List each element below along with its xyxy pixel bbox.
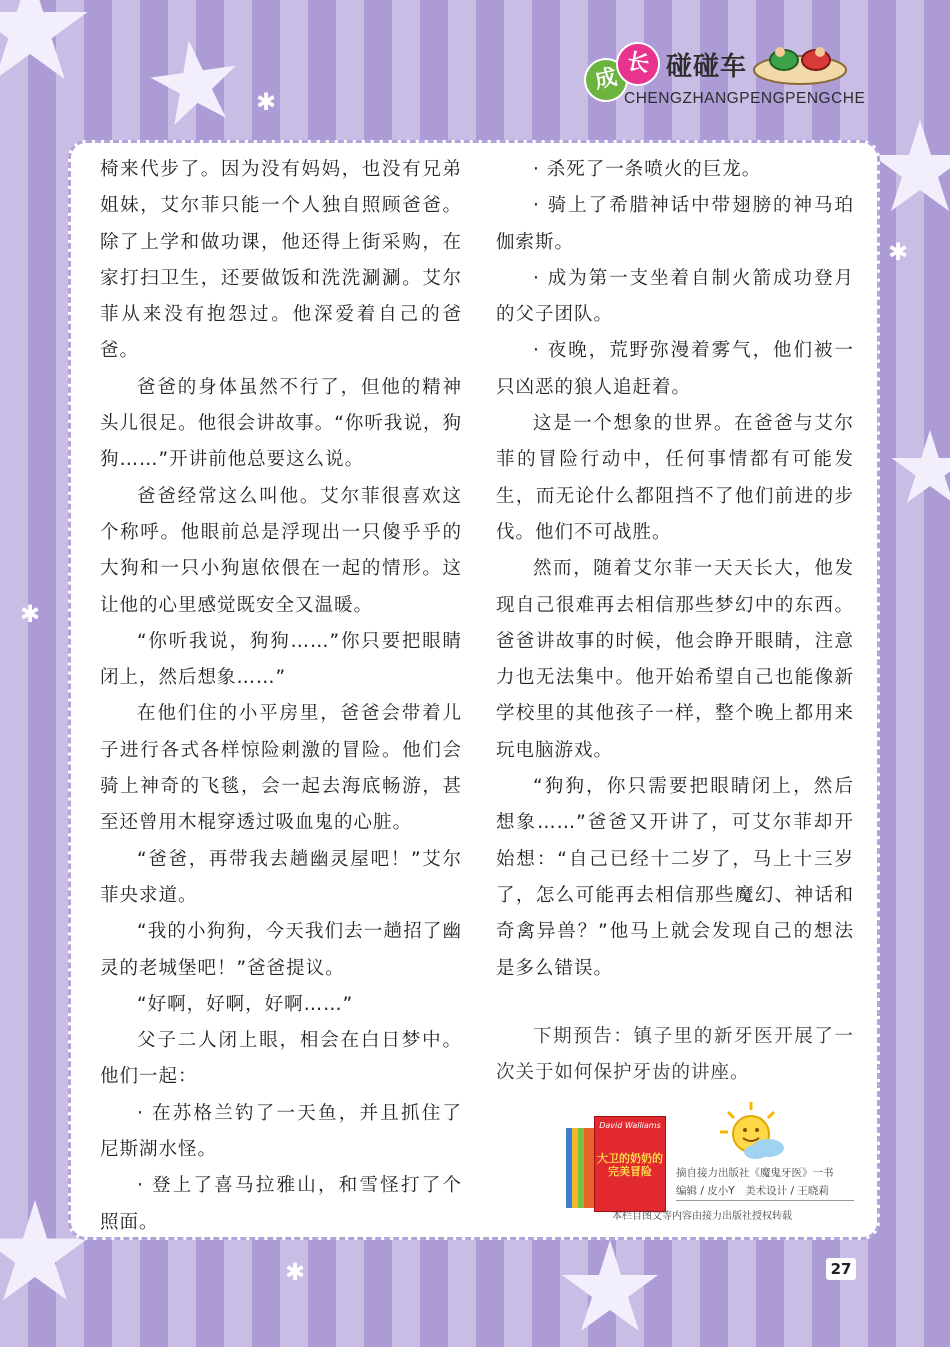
article-paragraph: · 夜晚，荒野弥漫着雾气，他们被一只凶恶的狼人追赶着。 [496,340,854,398]
article-paragraph: “我的小狗狗，今天我们去一趟招了幽灵的老城堡吧！”爸爸提议。 [100,921,462,979]
badge-char-2: 长 [613,39,664,90]
article-paragraph: 爸爸的身体虽然不行了，但他的精神头儿很足。他很会讲故事。“你听我说，狗狗……”开讲前他总要这么说。 [100,376,462,471]
article-paragraph: · 骑上了希腊神话中带翅膀的神马珀伽索斯。 [496,195,854,253]
book-cover [594,1116,666,1212]
article-paragraph: “好啊，好啊，好啊……” [137,993,354,1015]
section-pinyin: CHENGZHANGPENGPENGCHE [624,90,866,107]
page-number: 27 [826,1258,856,1280]
article-paragraph: · 登上了喜马拉雅山，和雪怪打了个照面。 [100,1175,462,1233]
sparkle-icon: ✱ [20,600,41,628]
article-paragraph: 然而，随着艾尔菲一天天长大，他发现自己很难再去相信那些梦幻中的东西。爸爸讲故事的时候，他会睁开眼睛，注意力也无法集中。他开始希望自己也能像新学校里的其他孩子一样，整个晚上都用来玩电脑游戏。 [496,558,854,761]
article-paragraph: 爸爸经常这么叫他。艾尔菲很喜欢这个称呼。他眼前总是浮现出一只傻乎乎的大狗和一只小狗崽依偎在一起的情形。这让他的心里感觉既安全又温暖。 [100,485,462,616]
credit-box [676,1164,854,1201]
article-paragraph: “狗狗，你只需要把眼睛闭上，然后想象……”爸爸又开讲了，可艾尔菲却开始想：“自己已经十二岁了，马上十三岁了，怎么可能再去相信那些魔幻、神话和奇禽异兽？”他马上就会发现自己的想法是多么错误。 [496,776,854,979]
article-paragraph: 父子二人闭上眼，相会在白日梦中。他们一起： [100,1030,462,1088]
book-stack-image [566,1116,666,1212]
article-paragraph: · 在苏格兰钓了一天鱼，并且抓住了尼斯湖水怪。 [100,1102,462,1161]
article-column-right [496,152,854,1091]
sparkle-icon: ✱ [256,88,277,116]
bumper-car-icon [750,28,850,88]
article-column-left [100,152,462,1241]
book-cover-author: David Walliams [599,1121,661,1130]
credit-line-1: 摘自接力出版社《魔鬼牙医》一书 [676,1167,834,1179]
sparkle-icon: ✱ [285,1258,306,1286]
badge-char-1: 成 [580,54,632,106]
smiling-sun-icon [716,1100,786,1162]
credit-footnote: 本栏目图文等内容由接力出版社授权转载 [612,1211,792,1222]
credit-line-2: 编辑 / 皮小Y 美术设计 / 王晓莉 [676,1185,829,1197]
article-paragraph: · 杀死了一条喷火的巨龙。 [533,159,762,180]
article-paragraph: 椅来代步了。因为没有妈妈，也没有兄弟姐妹，艾尔菲只能一个人独自照顾爸爸。除了上学和做功课，他还得上街采购，在家打扫卫生，还要做饭和洗洗涮涮。艾尔菲从来没有抱怨过。他深爱着自己的爸爸。 [100,159,462,362]
sparkle-icon: ✱ [888,238,909,266]
section-header [580,28,866,118]
article-paragraph: · 成为第一支坐着自制火箭成功登月的父子团队。 [496,267,854,326]
article-paragraph: 这是一个想象的世界。在爸爸与艾尔菲的冒险行动中，任何事情都有可能发生，而无论什么都阻挡不了他们前进的步伐。他们不可战胜。 [496,413,854,543]
book-cover-title: 大卫的奶奶的完美冒险 [597,1152,663,1178]
next-issue-preview: 下期预告：镇子里的新牙医开展了一次关于如何保护牙齿的讲座。 [496,1025,854,1084]
article-paragraph: “你听我说，狗狗……”你只要把眼睛闭上，然后想象……” [100,630,462,689]
article-paragraph: 在他们住的小平房里，爸爸会带着儿子进行各式各样惊险刺激的冒险。他们会骑上神奇的飞毯，会一起去海底畅游，甚至还曾用木棍穿透过吸血鬼的心脏。 [100,703,462,834]
section-title: 碰碰车 [666,52,748,82]
article-paragraph: “爸爸，再带我去趟幽灵屋吧！”艾尔菲央求道。 [100,848,462,906]
